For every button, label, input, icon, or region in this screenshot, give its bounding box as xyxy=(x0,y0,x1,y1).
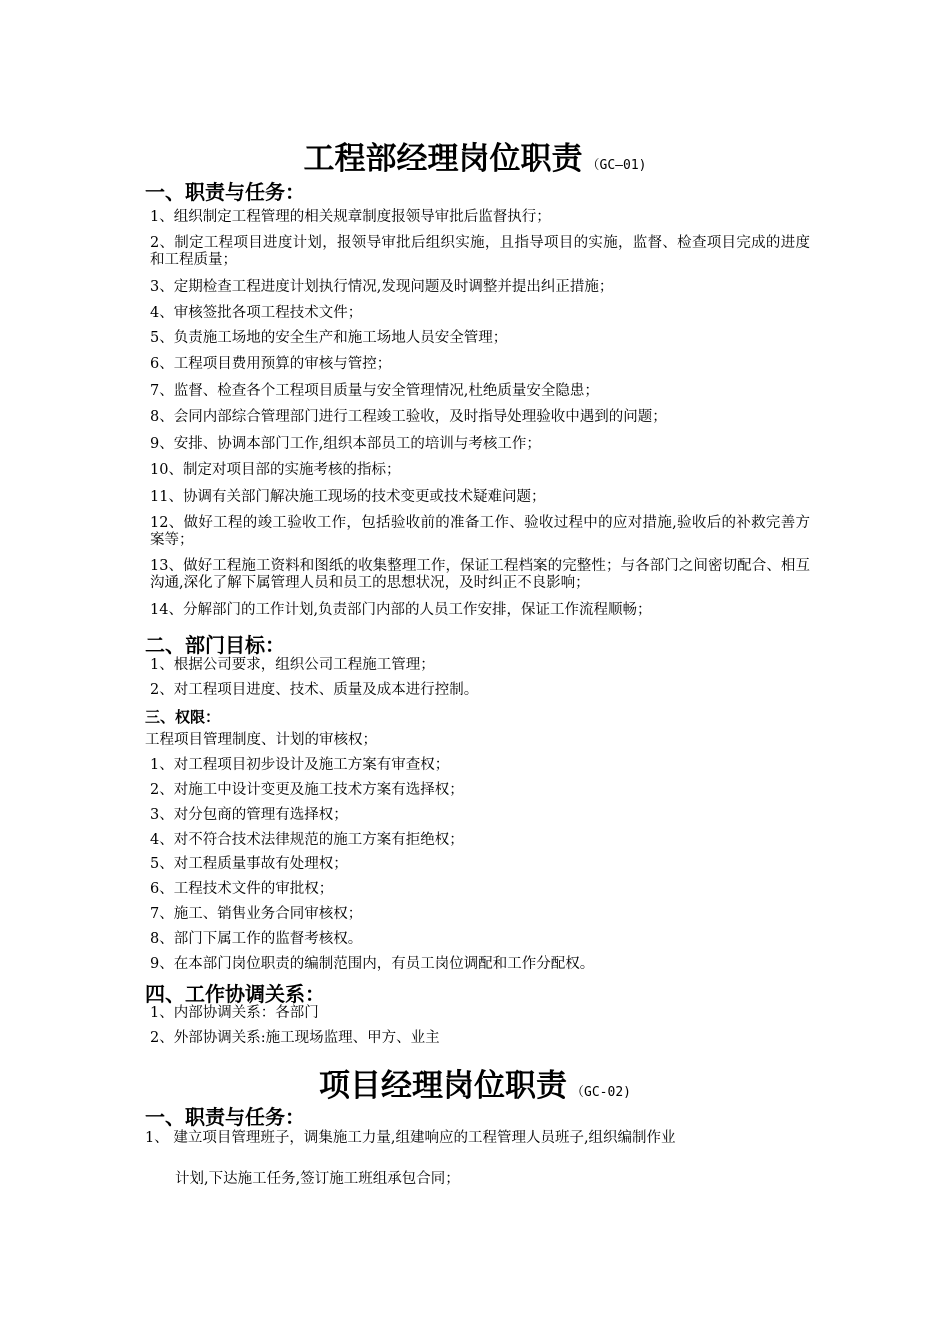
coord-item: 2、外部协调关系:施工现场监理、甲方、业主 xyxy=(150,1030,440,1046)
section1-authority-heading: 三、权限： xyxy=(145,708,221,726)
section1-code: （GC—01) xyxy=(586,158,647,173)
duty-item: 7、监督、检查各个工程项目质量与安全管理情况,杜绝质量安全隐患； xyxy=(150,383,599,399)
authority-intro: 工程项目管理制度、计划的审核权； xyxy=(145,732,377,748)
section2-title-text: 项目经理岗位职责 xyxy=(319,1068,568,1104)
section1-title xyxy=(0,133,950,178)
section2-code: （GC-02) xyxy=(571,1085,631,1100)
authority-item: 6、工程技术文件的审批权； xyxy=(150,881,334,897)
goal-item: 1、根据公司要求，组织公司工程施工管理； xyxy=(150,657,435,673)
duty-item: 12、做好工程的竣工验收工作，包括验收前的准备工作、验收过程中的应对措施,验收后的补救完善方案等； xyxy=(150,515,810,548)
duty-item: 10、制定对项目部的实施考核的指标； xyxy=(150,462,401,478)
section1-title-text: 工程部经理岗位职责 xyxy=(303,141,583,177)
authority-item: 1、对工程项目初步设计及施工方案有审查权； xyxy=(150,757,450,773)
section2-duties-heading: 一、职责与任务： xyxy=(145,1105,305,1129)
duty-item: 9、安排、协调本部门工作,组织本部员工的培训与考核工作； xyxy=(150,436,541,452)
section2-title xyxy=(0,1060,950,1105)
section1-duties-heading: 一、职责与任务： xyxy=(145,180,305,204)
goal-item: 2、对工程项目进度、技术、质量及成本进行控制。 xyxy=(150,682,479,698)
authority-item: 8、部门下属工作的监督考核权。 xyxy=(150,931,363,947)
duty-item: 8、会同内部综合管理部门进行工程竣工验收，及时指导处理验收中遇到的问题； xyxy=(150,409,667,425)
duty-item: 3、定期检查工程进度计划执行情况,发现问题及时调整并提出纠正措施； xyxy=(150,279,614,295)
duty-item: 11、协调有关部门解决施工现场的技术变更或技术疑难问题； xyxy=(150,489,546,505)
duty-item: 6、工程项目费用预算的审核与管控； xyxy=(150,356,392,372)
duty-item: 2、制定工程项目进度计划，报领导审批后组织实施，且指导项目的实施，监督、检查项目完成的进度和工程质量； xyxy=(150,235,810,268)
duty-item: 13、做好工程施工资料和图纸的收集整理工作，保证工程档案的完整性；与各部门之间密切配合、相互沟通,深化了解下属管理人员和员工的思想状况，及时纠正不良影响； xyxy=(150,558,810,591)
authority-item: 4、对不符合技术法律规范的施工方案有拒绝权； xyxy=(150,832,464,848)
authority-item: 3、对分包商的管理有选择权； xyxy=(150,807,348,823)
duty-item: 5、负责施工场地的安全生产和施工场地人员安全管理； xyxy=(150,330,508,346)
duty-item: 14、分解部门的工作计划,负责部门内部的人员工作安排，保证工作流程顺畅； xyxy=(150,602,652,618)
authority-item: 7、施工、销售业务合同审核权； xyxy=(150,906,363,922)
duty-item: 1、 建立项目管理班子，调集施工力量,组建响应的工程管理人员班子,组织编制作业 xyxy=(145,1130,676,1146)
coord-item: 1、内部协调关系：各部门 xyxy=(150,1005,319,1021)
duty-item-continuation: 计划,下达施工任务,签订施工班组承包合同； xyxy=(175,1171,460,1187)
authority-item: 5、对工程质量事故有处理权； xyxy=(150,856,348,872)
section1-coord-heading: 四、工作协调关系： xyxy=(145,982,325,1006)
authority-item: 9、在本部门岗位职责的编制范围内，有员工岗位调配和工作分配权。 xyxy=(150,956,595,972)
duty-item: 4、审核签批各项工程技术文件； xyxy=(150,305,363,321)
authority-item: 2、对施工中设计变更及施工技术方案有选择权； xyxy=(150,782,464,798)
duty-item: 1、组织制定工程管理的相关规章制度报领导审批后监督执行； xyxy=(150,209,551,225)
section1-goals-heading: 二、部门目标： xyxy=(145,633,285,657)
